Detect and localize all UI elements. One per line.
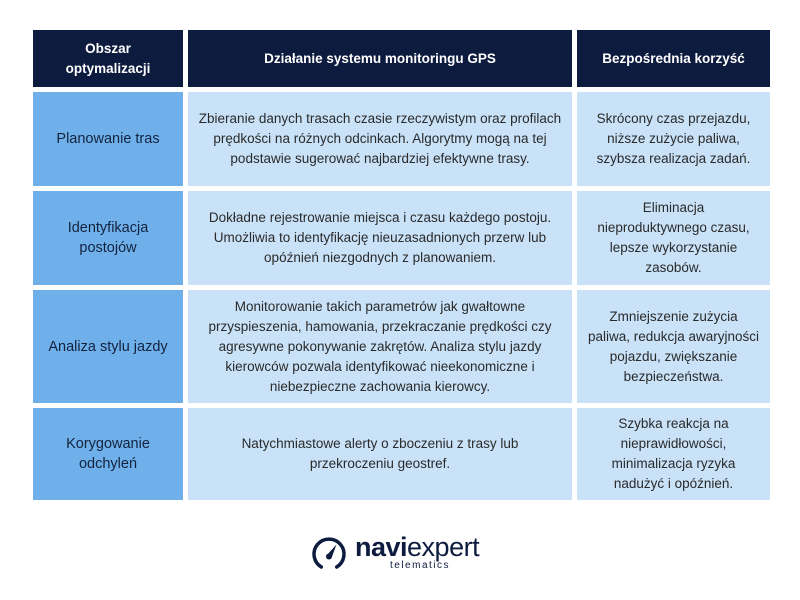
speedometer-icon [310, 533, 348, 571]
row-action: Monitorowanie takich parametrów jak gwałtowne przyspieszenia, hamowania, przekraczanie prędkości czy agresywne pokonywanie zakrętów. Analiza stylu jazdy kierowców pozwala identyfikować nieekonomiczne i niebezpieczne zachowania kierowcy. [188, 290, 572, 403]
row-area: Identyfikacja postojów [33, 191, 183, 285]
table-row [33, 191, 770, 285]
optimization-table [33, 30, 770, 500]
brand-name: naviexpert [355, 532, 480, 562]
row-action: Zbieranie danych trasach czasie rzeczywistym oraz profilach prędkości na różnych odcinkach. Algorytmy mogą na tej podstawie sugerować najbardziej efektywne trasy. [188, 92, 572, 186]
header-benefit: Bezpośrednia korzyść [577, 30, 770, 87]
row-area: Korygowanie odchyleń [33, 408, 183, 500]
row-area: Planowanie tras [33, 92, 183, 186]
table-header-row [33, 30, 770, 87]
header-area: Obszar optymalizacji [33, 30, 183, 87]
header-action: Działanie systemu monitoringu GPS [188, 30, 572, 87]
row-area: Analiza stylu jazdy [33, 290, 183, 403]
row-benefit: Szybka reakcja na nieprawidłowości, minimalizacja ryzyka nadużyć i opóźnień. [577, 408, 770, 500]
table-row [33, 92, 770, 186]
row-action: Dokładne rejestrowanie miejsca i czasu każdego postoju. Umożliwia to identyfikację nieuzasadnionych przerw lub opóźnień niezgodnych z planowaniem. [188, 191, 572, 285]
table-row [33, 408, 770, 500]
row-benefit: Skrócony czas przejazdu, niższe zużycie paliwa, szybsza realizacja zadań. [577, 92, 770, 186]
brand-logo [310, 530, 510, 576]
table-row [33, 290, 770, 403]
row-action: Natychmiastowe alerty o zboczeniu z trasy lub przekroczeniu geostref. [188, 408, 572, 500]
brand-tagline: telematics [390, 560, 451, 571]
row-benefit: Zmniejszenie zużycia paliwa, redukcja awaryjności pojazdu, zwiększanie bezpieczeństwa. [577, 290, 770, 403]
row-benefit: Eliminacja nieproduktywnego czasu, lepsze wykorzystanie zasobów. [577, 191, 770, 285]
